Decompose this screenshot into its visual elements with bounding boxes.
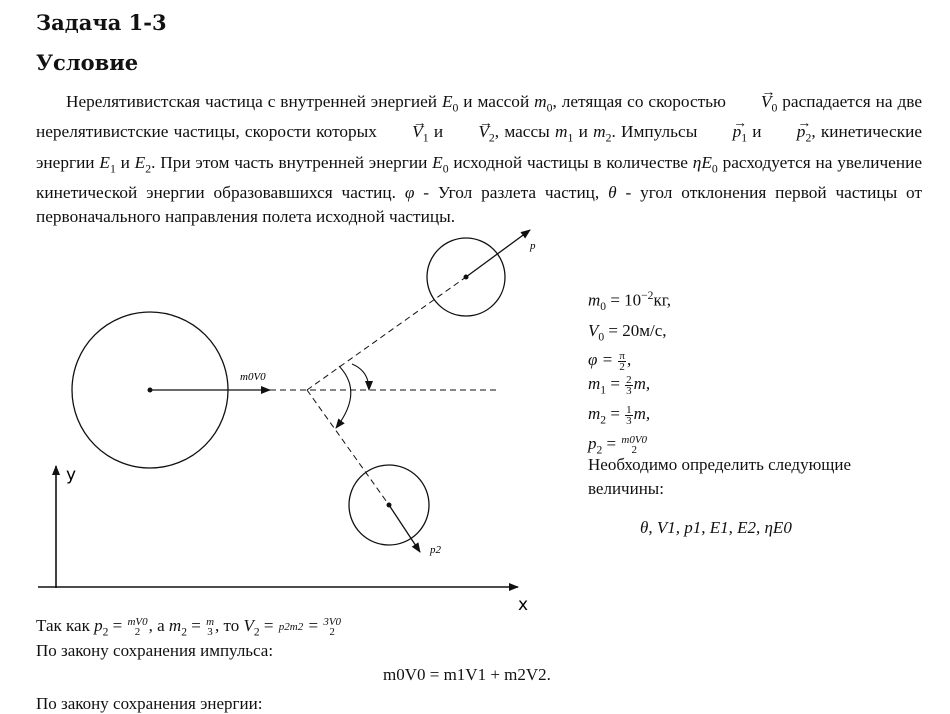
unknown-quantities: θ, V1, p1, E1, E2, ηE0	[640, 518, 792, 537]
condition-heading: Условие	[36, 50, 139, 75]
task-statement: Необходимо определить следующие величины:	[588, 455, 852, 498]
y-axis-label: y	[66, 465, 77, 485]
solution-line-1: Так как $p_2 = mV0$ 2 , а $m_2 = m$ 3 , то $V_2 = p2m2 = 3V0$ 2	[36, 616, 342, 639]
theta-arc	[352, 364, 369, 390]
p-arrow	[466, 230, 530, 277]
given-p2: $p_2 = m0V0$ 2	[588, 433, 648, 457]
solution-line-2: По закону сохранения импульса:	[36, 641, 274, 660]
given-phi: φ = $\frac{\pi}{2}$ ,	[588, 350, 632, 374]
given-values	[588, 284, 671, 462]
x-axis-label: x	[518, 595, 529, 615]
p2-label: p2	[430, 544, 441, 556]
m0v0-label: m0V0	[240, 371, 266, 383]
given-m0: $m_0 = 10^{-2}кг$,	[588, 289, 672, 314]
condition-paragraph: Нерелятивистская частица с внутренней энергией $E_0$ и массой $m_0$, летящая со скоростью → $V_0$ распадается на две нерелятивистские частицы, скорости которых → $V_1$ $и \to V_2$, массы $m_1$ и $m_2$. Импульсы → $p_1$ $и \to p_2$, кинетические энергии $E_1$ и $E_2$. При этом часть внутренней энергии $E_0$ исходной частицы в количестве $\eta E_0$ расходуется на увеличение кинетической энергии образовавшихся частиц. φ - Угол разлета частиц, θ - угол отклонения первой частицы от первоначального направления полета исходной частицы.	[36, 90, 922, 229]
given-m1: $m_1$ = $\frac{2}{3}$ m,	[588, 373, 651, 397]
p-label: p	[530, 240, 536, 252]
given-v0: $V_0 = 20м/с$,	[588, 320, 667, 343]
solution-line-3: По закону сохранения энергии:	[36, 694, 263, 713]
given-m2: $m_2$ = $\frac{1}{3}$ m,	[588, 403, 651, 427]
upper-trajectory-dashed	[307, 277, 466, 390]
page-title: Задача 1-3	[36, 10, 167, 35]
phi-arc	[336, 366, 351, 428]
momentum-conservation-formula: m0V0 = m1V1 + m2V2.	[383, 665, 551, 684]
